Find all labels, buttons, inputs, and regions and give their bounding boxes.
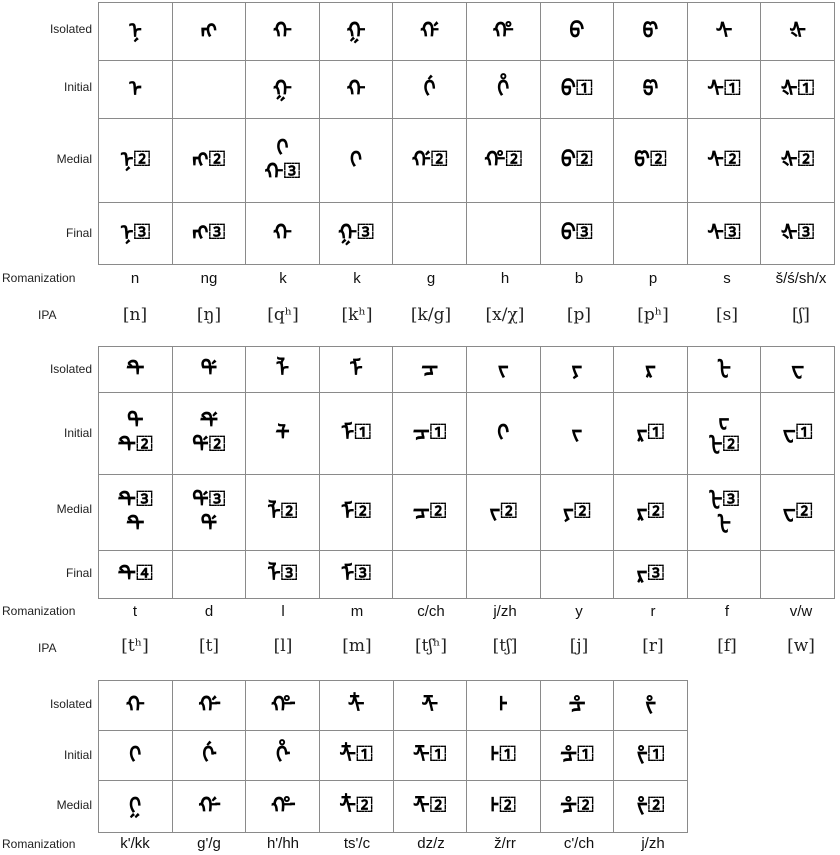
glyph-cell: ᡥ᠋ xyxy=(466,61,540,119)
romanization-value: dz/z xyxy=(417,835,445,852)
glyph-cell: ᠷ᠍ xyxy=(614,551,688,599)
glyph-cell: ᠬ᠌ ᠬ᠍ xyxy=(246,119,320,203)
glyph-cell: ᠰ᠋ xyxy=(687,61,761,119)
glyph-cell: ᡤ᠋᠊ xyxy=(172,731,246,781)
romanization-value: s xyxy=(723,270,731,287)
glyph-cell: ᠵ xyxy=(466,347,540,393)
romanization-value: g'/g xyxy=(197,835,221,852)
glyph-cell: ᡧ᠌ xyxy=(761,119,835,203)
glyph-cell: ᡧ᠍ xyxy=(761,203,835,265)
romanization-value: r xyxy=(650,603,656,620)
row-final xyxy=(99,203,835,265)
glyph-cell: ᡰ xyxy=(467,681,541,731)
romanization-value: m xyxy=(350,603,364,620)
row-label-final: Final xyxy=(65,566,92,580)
row-label-initial: Initial xyxy=(63,80,92,94)
romanization-value: b xyxy=(574,270,584,287)
romanization-value: l xyxy=(281,603,285,620)
row-isolated xyxy=(99,347,835,393)
glyph-cell: ᡨ᠍ ᡨ᠎ xyxy=(99,475,173,551)
glyph-cell: ᡶ xyxy=(687,347,761,393)
glyph-cell: ᡱ᠌ xyxy=(540,781,614,833)
row-initial xyxy=(99,61,835,119)
row-isolated xyxy=(99,3,835,61)
romanization-value: p xyxy=(648,270,658,287)
glyph-cell xyxy=(393,551,467,599)
glyph-cell: ᠬ᠋ xyxy=(246,61,320,119)
glyph-cell: ᡴ xyxy=(99,681,173,731)
glyph-cell: ᠭ᠌ xyxy=(319,119,393,203)
romanization-label-3: Romanization xyxy=(2,837,76,851)
glyph-cell: ᡯ xyxy=(393,681,467,731)
ipa-value: [r] xyxy=(642,636,664,656)
glyph-cell: ᡩ xyxy=(172,347,246,393)
ipa-value: [tʃʰ] xyxy=(414,636,448,656)
glyph-cell: ᡤ᠋ xyxy=(393,61,467,119)
glyph-cell: ᠯ᠍ xyxy=(246,551,320,599)
glyph-cell: ᡥ᠊ xyxy=(246,681,320,731)
row-medial xyxy=(99,475,835,551)
glyph-cell: ᠯ᠋ xyxy=(246,393,320,475)
glyph-cell: ᡮ᠌ xyxy=(319,781,393,833)
glyph-cell: ᠪ᠍ xyxy=(540,203,614,265)
romanization-value: k xyxy=(353,270,361,287)
row-label-medial: Medial xyxy=(56,798,92,812)
glyph-cell: ᠯ᠌ xyxy=(246,475,320,551)
romanization-value: d xyxy=(204,603,214,620)
romanization-value: j/zh xyxy=(493,603,517,620)
ipa-value: [n] xyxy=(122,305,148,325)
glyph-cell: ᡯ᠌ xyxy=(393,781,467,833)
glyph-cell: ᡨ xyxy=(99,347,173,393)
row-label-initial: Initial xyxy=(63,426,92,440)
glyph-cell: ᡦ᠌ xyxy=(614,119,688,203)
row-label-isolated: Isolated xyxy=(49,697,92,711)
glyph-table-3 xyxy=(98,680,688,833)
glyph-cell: ᠪ xyxy=(540,3,614,61)
glyph-cell: ᠨ᠌ xyxy=(99,119,173,203)
glyph-cell: ᠸ᠌ xyxy=(761,475,835,551)
glyph-cell xyxy=(761,551,835,599)
glyph-cell: ᡤ᠊ xyxy=(172,681,246,731)
glyph-cell: ᠨ᠍ xyxy=(99,203,173,265)
row-label-final: Final xyxy=(65,226,92,240)
glyph-cell: ᠪ᠌ xyxy=(540,119,614,203)
glyph-cell: ᡦ xyxy=(614,3,688,61)
row-initial xyxy=(99,393,835,475)
row-label-medial: Medial xyxy=(56,502,92,516)
glyph-cell xyxy=(172,61,246,119)
glyph-cell: ᠷ᠌ xyxy=(614,475,688,551)
glyph-cell: ᡮ᠋ xyxy=(319,731,393,781)
glyph-cell: ᠰ xyxy=(687,3,761,61)
glyph-cell: ᠶ᠌ xyxy=(540,475,614,551)
glyph-cell: ᠬ᠎ xyxy=(246,203,320,265)
glyph-cell: ᠮ᠋ xyxy=(319,393,393,475)
ipa-value: [w] xyxy=(787,636,815,656)
glyph-cell: ᠸ᠋ xyxy=(761,393,835,475)
glyph-cell: ᡧ xyxy=(761,3,835,61)
glyph-cell: ᡤ xyxy=(393,3,467,61)
ipa-label-1: IPA xyxy=(38,308,57,322)
glyph-cell: ᠩ xyxy=(172,3,246,61)
row-medial xyxy=(99,781,688,833)
romanization-value: y xyxy=(575,603,583,620)
romanization-value: k xyxy=(279,270,287,287)
ipa-value: [t] xyxy=(198,636,220,656)
glyph-cell: ᡤ᠌ xyxy=(393,119,467,203)
romanization-value: t xyxy=(132,603,138,620)
glyph-cell xyxy=(614,203,688,265)
glyph-cell: ᡥ᠌᠊ xyxy=(246,781,320,833)
row-label-medial: Medial xyxy=(56,152,92,166)
glyph-cell: ᠮ᠍ xyxy=(319,551,393,599)
romanization-value: j/zh xyxy=(641,835,665,852)
glyph-cell: ᡥ xyxy=(466,3,540,61)
romanization-value: f xyxy=(724,603,730,620)
ipa-value: [f] xyxy=(717,636,737,656)
row-initial xyxy=(99,731,688,781)
row-isolated xyxy=(99,681,688,731)
romanization-value: š/ś/sh/x xyxy=(775,270,827,287)
glyph-cell: ᠬ xyxy=(246,3,320,61)
ipa-value: [pʰ] xyxy=(637,305,669,325)
glyph-cell xyxy=(466,551,540,599)
ipa-label-2: IPA xyxy=(38,641,57,655)
glyph-cell: ᠭ᠍ xyxy=(319,203,393,265)
row-label-initial: Initial xyxy=(63,748,92,762)
glyph-cell xyxy=(172,551,246,599)
glyph-cell: ᡶ᠋ ᡶ᠌ xyxy=(687,393,761,475)
glyph-cell: ᠮ xyxy=(319,347,393,393)
glyph-cell xyxy=(466,203,540,265)
glyph-cell: ᡶ᠍ ᡶ᠎ xyxy=(687,475,761,551)
romanization-value: k'/kk xyxy=(120,835,150,852)
glyph-cell: ᡴ᠌ xyxy=(99,781,173,833)
glyph-cell: ᠴ᠋ xyxy=(393,393,467,475)
glyph-cell: ᠶ᠋ xyxy=(540,393,614,475)
glyph-cell: ᠨ᠋ xyxy=(99,61,173,119)
glyph-cell: ᡰ᠋ xyxy=(467,731,541,781)
glyph-cell: ᠩ᠌ xyxy=(172,119,246,203)
row-label-isolated: Isolated xyxy=(49,362,92,376)
glyph-cell: ᠴ xyxy=(393,347,467,393)
glyph-cell: ᠯ xyxy=(246,347,320,393)
romanization-value: c'/ch xyxy=(563,835,595,852)
romanization-value: ng xyxy=(200,270,218,287)
ipa-value: [tʰ] xyxy=(121,636,149,656)
row-final xyxy=(99,551,835,599)
glyph-cell: ᠩ᠍ xyxy=(172,203,246,265)
glyph-cell: ᠭ᠋ xyxy=(319,61,393,119)
glyph-cell: ᡧ᠋ xyxy=(761,61,835,119)
row-medial xyxy=(99,119,835,203)
glyph-cell: ᠨ xyxy=(99,3,173,61)
glyph-cell: ᡮ xyxy=(319,681,393,731)
glyph-table-2 xyxy=(98,346,835,599)
ipa-value: [p] xyxy=(566,305,592,325)
ipa-value: [k/g] xyxy=(410,305,452,325)
glyph-table-1 xyxy=(98,2,835,265)
ipa-value: [tʃ] xyxy=(492,636,518,656)
ipa-value: [qʰ] xyxy=(267,305,299,325)
ipa-value: [kʰ] xyxy=(341,305,373,325)
glyph-cell: ᡩ᠋ ᡩ᠌ xyxy=(172,393,246,475)
glyph-cell: ᠵ᠋ xyxy=(466,393,540,475)
glyph-cell: ᡨ᠏ xyxy=(99,551,173,599)
romanization-value: ž/rr xyxy=(494,835,516,852)
glyph-cell: ᡤ᠌᠊ xyxy=(172,781,246,833)
glyph-cell: ᠷ xyxy=(614,347,688,393)
glyph-cell: ᠪ᠋ xyxy=(540,61,614,119)
glyph-cell: ᠶ xyxy=(540,347,614,393)
glyph-cell: ᡥ᠋᠊ xyxy=(246,731,320,781)
romanization-value: n xyxy=(130,270,140,287)
glyph-cell: ᡲ xyxy=(614,681,688,731)
glyph-cell: ᡰ᠌ xyxy=(467,781,541,833)
glyph-cell xyxy=(540,551,614,599)
glyph-cell: ᠰ᠌ xyxy=(687,119,761,203)
ipa-value: [m] xyxy=(342,636,372,656)
glyph-cell: ᡥ᠌ xyxy=(466,119,540,203)
romanization-value: c/ch xyxy=(417,603,445,620)
glyph-cell: ᠮ᠌ xyxy=(319,475,393,551)
ipa-value: [s] xyxy=(716,305,738,325)
glyph-cell: ᡴ᠋ xyxy=(99,731,173,781)
romanization-label-1: Romanization xyxy=(2,271,76,285)
glyph-cell: ᡱ xyxy=(540,681,614,731)
glyph-cell: ᠴ᠌ xyxy=(393,475,467,551)
ipa-value: [ŋ] xyxy=(196,305,222,325)
romanization-value: ts'/c xyxy=(343,835,371,852)
romanization-value: g xyxy=(426,270,436,287)
glyph-cell: ᠵ᠌ xyxy=(466,475,540,551)
glyph-cell: ᡲ᠋ xyxy=(614,731,688,781)
glyph-cell: ᡦ᠋ xyxy=(614,61,688,119)
romanization-label-2: Romanization xyxy=(2,604,76,618)
glyph-cell: ᡲ᠌ xyxy=(614,781,688,833)
glyph-cell: ᡱ᠋ xyxy=(540,731,614,781)
glyph-cell: ᠸ xyxy=(761,347,835,393)
row-label-isolated: Isolated xyxy=(49,22,92,36)
ipa-value: [ʃ] xyxy=(792,305,810,325)
glyph-cell: ᠷ᠋ xyxy=(614,393,688,475)
glyph-cell: ᡩ᠍ ᡩ᠎ xyxy=(172,475,246,551)
glyph-cell xyxy=(393,203,467,265)
ipa-value: [l] xyxy=(273,636,293,656)
glyph-cell xyxy=(687,551,761,599)
glyph-cell: ᡨ᠋ ᡨ᠌ xyxy=(99,393,173,475)
romanization-value: h xyxy=(500,270,510,287)
romanization-value: v/w xyxy=(789,603,813,620)
glyph-cell: ᠰ᠍ xyxy=(687,203,761,265)
glyph-cell: ᠭ xyxy=(319,3,393,61)
romanization-value: h'/hh xyxy=(266,835,300,852)
ipa-value: [x/χ] xyxy=(485,305,525,325)
glyph-cell: ᡯ᠋ xyxy=(393,731,467,781)
ipa-value: [j] xyxy=(569,636,589,656)
